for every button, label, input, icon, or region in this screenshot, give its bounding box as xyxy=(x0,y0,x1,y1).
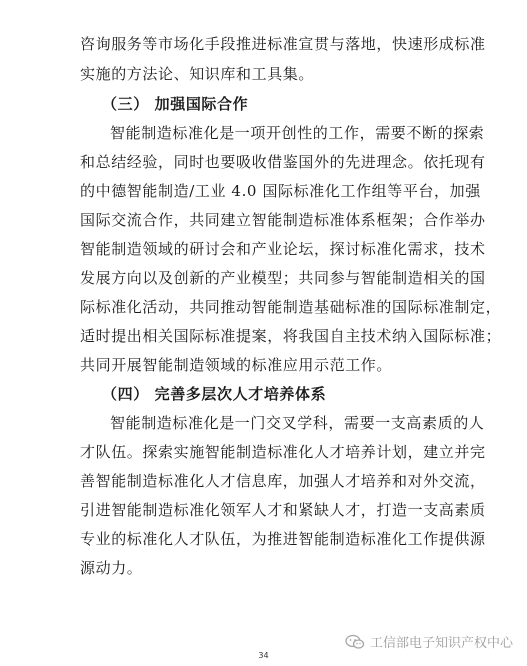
page-number: 34 xyxy=(258,651,269,660)
text-line: 的中德智能制造/工业 4.0 国际标准化工作组等平台，加强 xyxy=(80,182,481,200)
text-line: 咨询服务等市场化手段推进标准宣贯与落地，快速形成标准 xyxy=(80,35,486,53)
text-line: 国际交流合作，共同建立智能制造标准体系框架；合作举办 xyxy=(80,211,486,229)
text-line: 和总结经验，同时也要吸收借鉴国外的先进理念。依托现有 xyxy=(80,153,486,171)
text-line: 善智能制造标准化人才信息库，加强人才培养和对外交流， xyxy=(80,472,486,490)
text-line: 智能制造领域的研讨会和产业论坛，探讨标准化需求，技术 xyxy=(80,240,486,258)
section-heading: （四） 完善多层次人才培养体系 xyxy=(102,385,327,403)
watermark-text: 工信部电子知识产权中心 xyxy=(369,636,513,651)
wechat-icon xyxy=(345,634,365,650)
text-line: 源动力。 xyxy=(80,559,143,577)
text-line: 共同开展智能制造领域的标准应用示范工作。 xyxy=(80,356,393,374)
text-line: 智能制造标准化是一项开创性的工作，需要不断的探索 xyxy=(110,124,485,142)
text-line: 才队伍。探索实施智能制造标准化人才培养计划，建立并完 xyxy=(80,443,486,461)
text-line: 智能制造标准化是一门交叉学科，需要一支高素质的人 xyxy=(110,414,485,432)
section-heading: （三） 加强国际合作 xyxy=(102,95,249,113)
text-line: 适时提出相关国际标准提案，将我国自主技术纳入国际标准； xyxy=(80,327,502,345)
text-line: 际标准化活动，共同推动智能制造基础标准的国际标准制定， xyxy=(80,298,502,316)
text-line: 实施的方法论、知识库和工具集。 xyxy=(80,65,315,83)
text-line: 专业的标准化人才队伍，为推进智能制造标准化工作提供源 xyxy=(80,530,486,548)
text-line: 发展方向以及创新的产业模型；共同参与智能制造相关的国 xyxy=(80,269,486,287)
watermark xyxy=(345,632,513,651)
text-line: 引进智能制造标准化领军人才和紧缺人才，打造一支高素质 xyxy=(80,501,486,519)
